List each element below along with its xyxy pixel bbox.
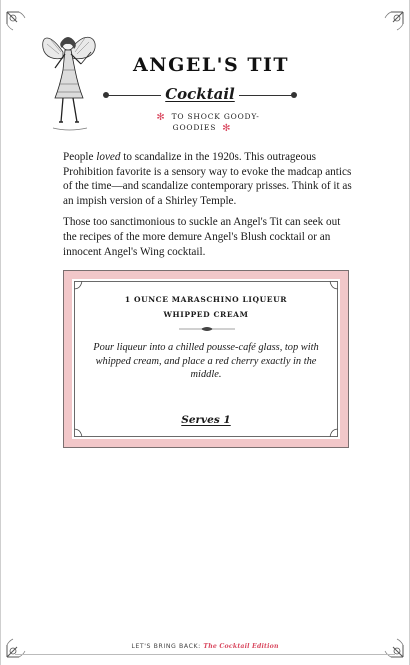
- intro-paragraph: Those too sanctimonious to suckle an Angel's Tit can seek out the recipes of the more demure Angel's Blush cocktail or an innocent Angel's Wing cocktail.: [63, 216, 341, 258]
- footer-divider: [15, 654, 395, 655]
- recipe-card: [63, 270, 349, 448]
- asterisk-icon: ✻: [222, 123, 232, 134]
- page-footer: [101, 643, 309, 650]
- emphasis-text: loved: [96, 151, 121, 163]
- tagline: [125, 112, 285, 134]
- intro-paragraph: [63, 150, 353, 208]
- recipe-card-inner: [72, 279, 340, 439]
- ingredient-line: 1 OUNCE MARASCHINO LIQUEUR: [124, 295, 288, 304]
- instructions: Pour liqueur into a chilled pousse-café glass, top with whipped cream, and place a red cherry exactly in the middle.: [93, 342, 319, 381]
- asterisk-icon: ✻: [156, 112, 166, 123]
- serves-label: Serves 1: [181, 414, 231, 426]
- ingredient-line: WHIPPED CREAM: [163, 310, 249, 319]
- footer-brand: The Cocktail Edition: [203, 643, 279, 650]
- recipe-subtitle: Cocktail: [165, 85, 235, 103]
- tagline-text: TO SHOCK GOODY-GOODIES: [171, 112, 260, 132]
- corner-ornament-icon: [5, 10, 35, 40]
- paragraph-text: to scandalize in the 1920s. This outrageous Prohibition favorite is a sensory way to evoke the madcap antics of the time—and scandalize contemporary prisses. Think of it as an impish version of a Shirley Temple.: [63, 151, 352, 207]
- recipe-title: ANGEL'S TIT: [133, 54, 289, 76]
- divider-line: [239, 95, 295, 96]
- corner-ornament-icon: [375, 10, 405, 40]
- subtitle-banner: [105, 85, 295, 107]
- paragraph-text: People: [63, 151, 97, 163]
- footer-prefix: LET'S BRING BACK:: [131, 643, 201, 650]
- ornament-divider-icon: [179, 325, 235, 333]
- angel-illustration-icon: [39, 22, 101, 140]
- intro-text: [63, 150, 353, 266]
